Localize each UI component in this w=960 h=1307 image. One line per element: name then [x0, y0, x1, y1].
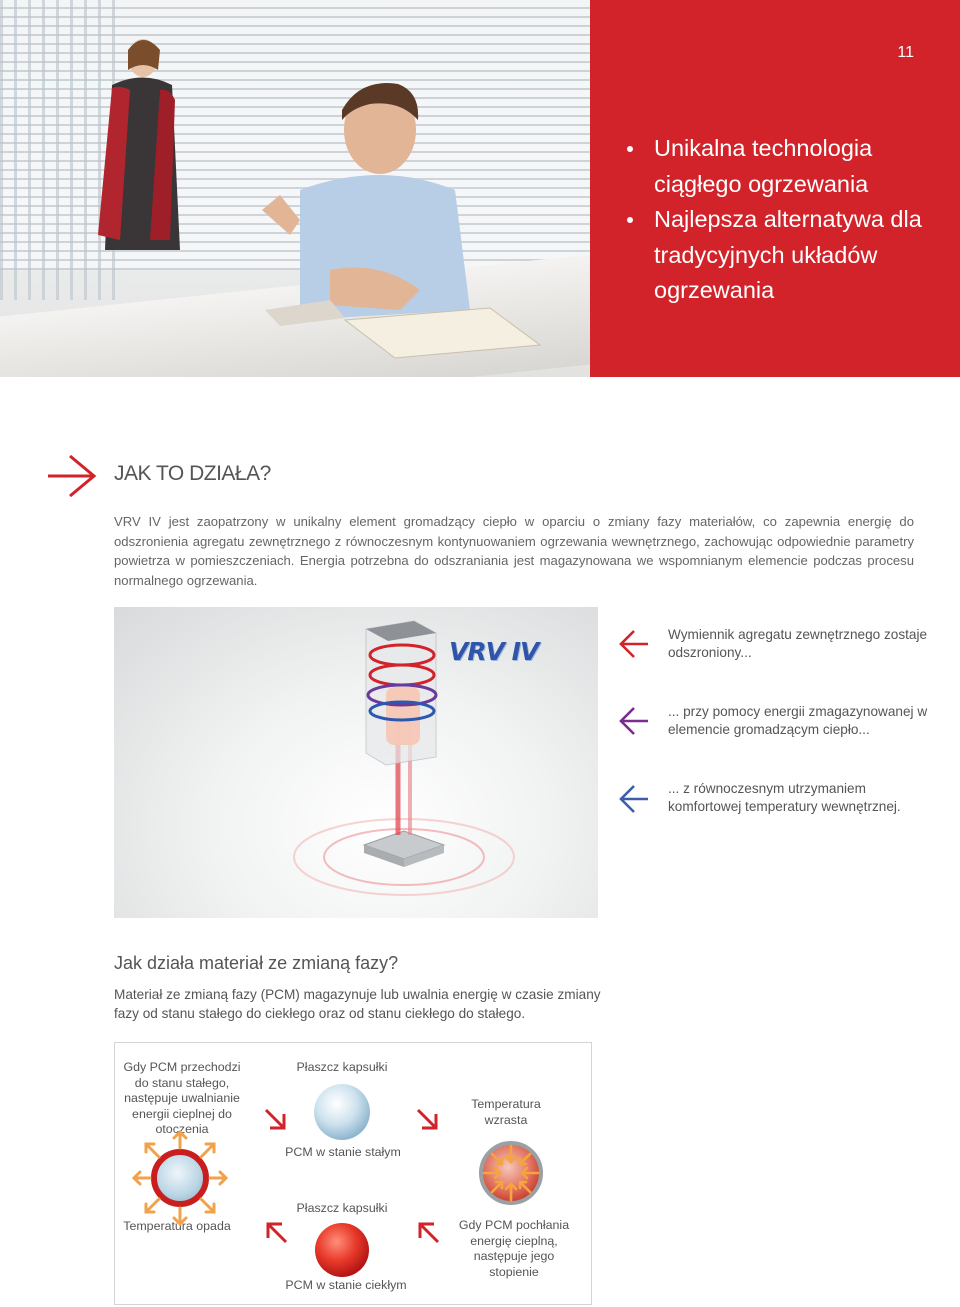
liquid-capsule: [310, 1218, 374, 1282]
absorb-energy-label: Gdy PCM pochłania energię cieplną, następuje jego stopienie: [458, 1218, 570, 1279]
absorbing-capsule: [466, 1128, 556, 1218]
page-number: 11: [897, 44, 914, 61]
temperature-falls-label: Temperatura opada: [123, 1219, 231, 1233]
vrv-illustration: [114, 607, 598, 918]
pcm-paragraph: Materiał ze zmianą fazy (PCM) magazynuje lub uwalnia energię w czasie zmiany fazy od stanu stałego do ciekłego oraz od stanu ciekłego do stałego.: [114, 987, 601, 1021]
step-comfort: ... z równoczesnym utrzymaniem komfortowej temperatury wewnętrznej.: [668, 781, 901, 814]
capsule-shell-label-top: Płaszcz kapsułki: [296, 1060, 388, 1074]
intro-paragraph: VRV IV jest zaopatrzony w unikalny element gromadzący ciepło w oparciu o zmiany fazy materiałów, co zapewnia energię do odszronienia agregatu zewnętrznego z równoczesnym kontynuowaniem ogrzewania wewnętrznego, zachowując odpowiednie parametry powietrza w pomieszczeniach. Energia potrzebna do odszraniania jest magazynowana we wspomnianym elemencie podczas procesu normalnego ogrzewania.: [114, 514, 914, 588]
arrow-left-icon: [618, 784, 650, 814]
arrow-left-icon: [618, 706, 650, 736]
arrow-down-right-icon: [414, 1106, 442, 1134]
release-energy-label: Gdy PCM przechodzi do stanu stałego, następuje uwalnianie energii cieplnej do otoczenia: [123, 1060, 241, 1136]
solid-capsule: [310, 1080, 374, 1144]
people-illustration: [0, 0, 590, 377]
liquid-state-label: PCM w stanie ciekłym: [285, 1278, 407, 1292]
arrow-up-left-icon: [262, 1218, 290, 1246]
highlight-item: Unikalna technologia ciągłego ogrzewania: [624, 131, 944, 202]
capsule-shell-label-bottom: Płaszcz kapsułki: [296, 1201, 388, 1215]
arrow-down-right-icon: [262, 1106, 290, 1134]
temperature-rises-label: Temperatura wzrasta: [471, 1097, 541, 1127]
vrv-logo: VRV IV: [449, 637, 539, 666]
arrow-up-left-icon: [414, 1218, 442, 1246]
solid-state-label: PCM w stanie stałym: [285, 1145, 401, 1159]
step-stored-energy: ... przy pomocy energii zmagazynowanej w elemencie gromadzącym ciepło...: [668, 704, 928, 737]
arrow-right-icon: [46, 454, 98, 498]
arrow-left-icon: [618, 629, 650, 659]
office-photo: [0, 0, 590, 377]
releasing-capsule: [130, 1128, 230, 1228]
highlight-item: Najlepsza alternatywa dla tradycyjnych układów ogrzewania: [624, 202, 944, 309]
section-heading: JAK TO DZIAŁA?: [114, 462, 271, 485]
pcm-heading: Jak działa materiał ze zmianą fazy?: [114, 953, 399, 973]
highlight-list: [624, 131, 944, 309]
step-defrost: Wymiennik agregatu zewnętrznego zostaje odszroniony...: [668, 627, 928, 660]
